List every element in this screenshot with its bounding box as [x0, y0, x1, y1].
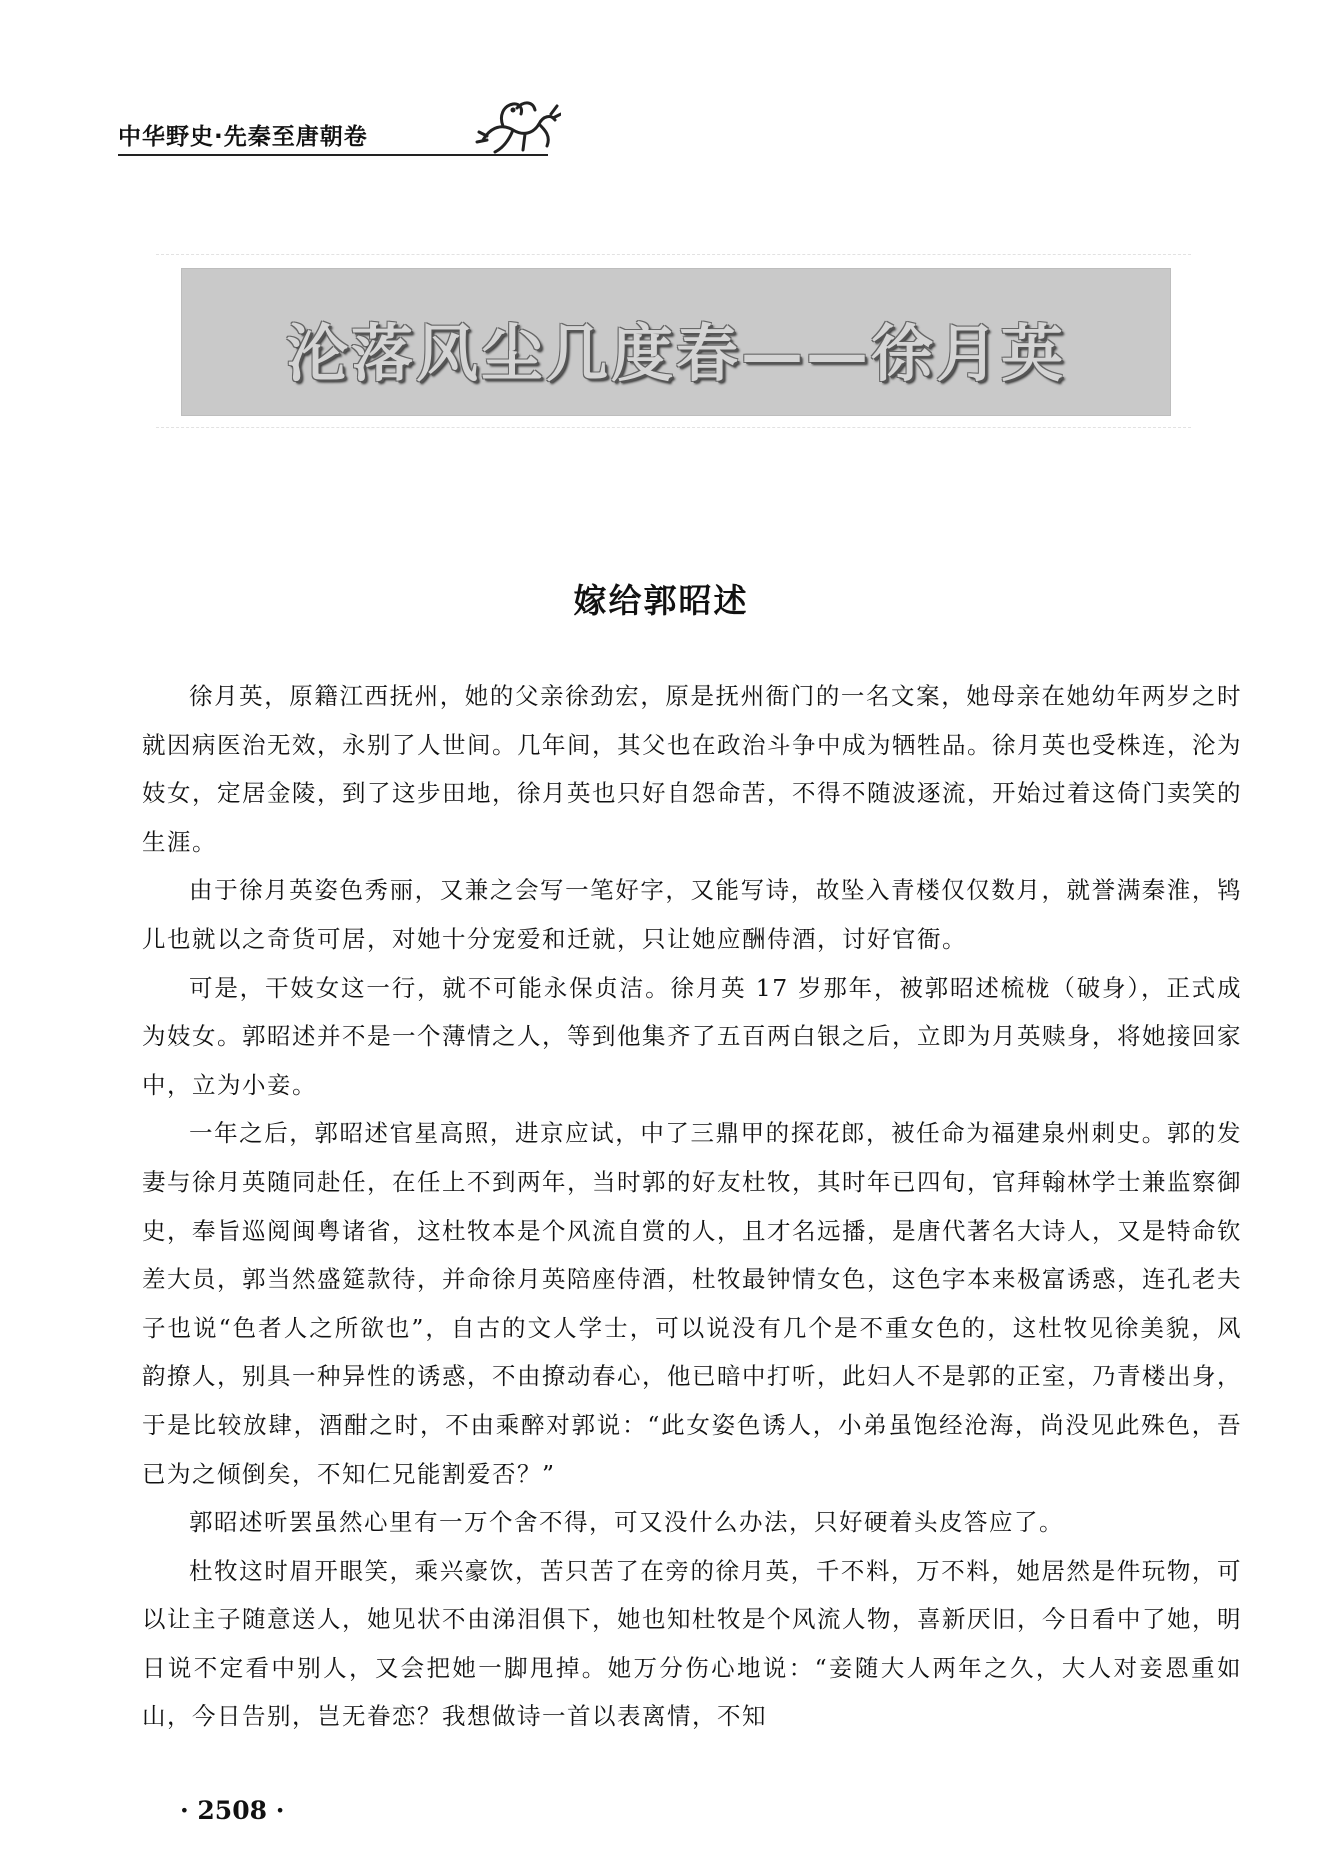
- paragraph: 徐月英，原籍江西抚州，她的父亲徐劲宏，原是抚州衙门的一名文案，她母亲在她幼年两岁之时就因病医治无效，永别了人世间。几年间，其父也在政治斗争中成为牺牲品。徐月英也受株连，沦为妓女，定居金陵，到了这步田地，徐月英也只好自怨命苦，不得不随波逐流，开始过着这倚门卖笑的生涯。: [142, 682, 1242, 856]
- paragraph: 可是，干妓女这一行，就不可能永保贞洁。徐月英 17 岁那年，被郭昭述梳栊（破身），正式成为妓女。郭昭述并不是一个薄情之人，等到他集齐了五百两白银之后，立即为月英赎身，将她接回家中，立为小妾。: [142, 973, 1242, 1099]
- chapter-title-band: [181, 268, 1171, 416]
- header-rule: [118, 154, 548, 156]
- paragraph: 杜牧这时眉开眼笑，乘兴豪饮，苦只苦了在旁的徐月英，千不料，万不料，她居然是件玩物，可以让主子随意送人，她见状不由涕泪俱下，她也知杜牧是个风流人物，喜新厌旧，今日看中了她，明日说不定看中别人，又会把她一脚甩掉。她万分伤心地说：“妾随大人两年之久，大人对妾恩重如山，今日告别，岂无眷恋？我想做诗一首以表离情，不知: [142, 1556, 1242, 1731]
- chapter-title: 沦落风尘几度春——徐月英: [285, 317, 1066, 390]
- section-title: 嫁给郭昭述: [573, 581, 749, 620]
- paragraph: 一年之后，郭昭述官星高照，进京应试，中了三鼎甲的探花郎，被任命为福建泉州刺史。郭的发妻与徐月英随同赴任，在任上不到两年，当时郭的好友杜牧，其时年已四旬，官拜翰林学士兼监察御史，奉旨巡阅闽粤诸省，这杜牧本是个风流自赏的人，且才名远播，是唐代著名大诗人，又是特命钦差大员，郭当然盛筵款待，并命徐月英陪座侍酒，杜牧最钟情女色，这色字本来极富诱惑，连孔老夫子也说“色者人之所欲也”，自古的文人学士，可以说没有几个是不重女色的，这杜牧见徐美貌，风韵撩人，别具一种异性的诱惑，不由撩动春心，他已暗中打听，此妇人不是郭的正室，乃青楼出身，于是比较放肆，酒酣之时，不由乘醉对郭说：“此女姿色诱人，小弟虽饱经沧海，尚没见此殊色，吾已为之倾倒矣，不知仁兄能割爱否？”: [142, 1119, 1242, 1488]
- page-number: · 2508 ·: [180, 1796, 285, 1825]
- running-header: [118, 108, 548, 158]
- paragraph: 由于徐月英姿色秀丽，又兼之会写一笔好字，又能写诗，故坠入青楼仅仅数月，就誉满秦淮，鸨儿也就以之奇货可居，对她十分宠爱和迁就，只让她应酬侍酒，讨好官衙。: [142, 876, 1242, 953]
- body-text: [142, 672, 1242, 1741]
- running-title: 中华野史·先秦至唐朝卷: [118, 124, 368, 150]
- dragon-icon: [473, 96, 561, 158]
- paragraph: 郭昭述听罢虽然心里有一万个舍不得，可又没什么办法，只好硬着头皮答应了。: [189, 1508, 1064, 1537]
